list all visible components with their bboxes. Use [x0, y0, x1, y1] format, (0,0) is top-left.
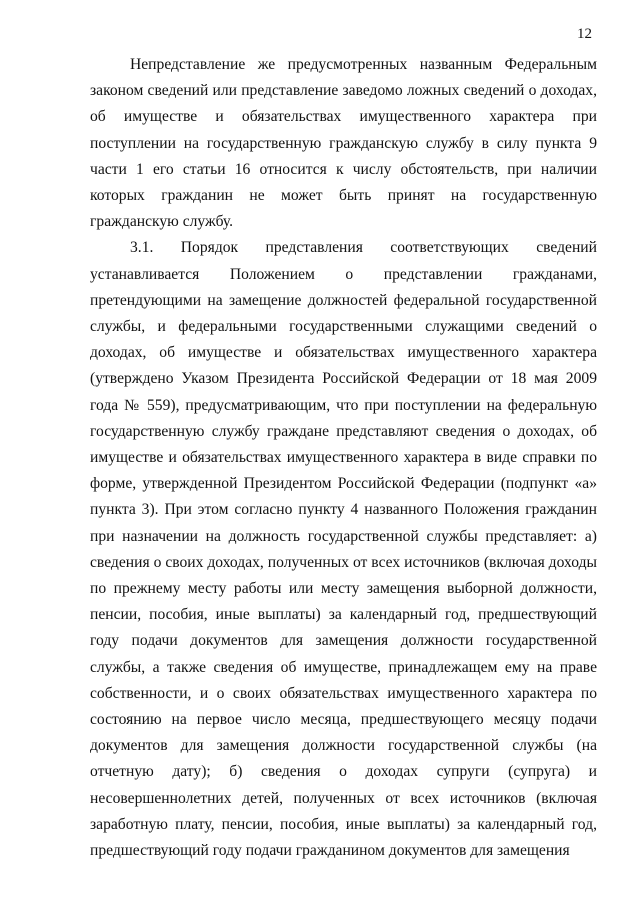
paragraph-3-1-procedure: 3.1. Порядок представления соответствующих сведений устанавливается Положением о представлении гражданами, претендующими на замещение должностей федеральной государственной службы, и федеральными государственными служащими сведений о доходах, об имуществе и обязательствах имущественного характера (утверждено Указом Президента Российской Федерации от 18 мая 2009 года № 559), предусматривающим, что при поступлении на федеральную государственную службу граждане представляют сведения о доходах, об имуществе и обязательствах имущественного характера в виде справки по форме, утвержденной Президентом Российской Федерации (подпункт «а» пункта 3). При этом согласно пункту 4 названного Положения гражданин при назначении на должность государственной службы представляет: а) сведения о своих доходах, полученных от всех источников (включая доходы по прежнему месту работы или месту замещения выборной должности, пенсии, пособия, иные выплаты) за календарный год, предшествующий году подачи документов для замещения должности государственной службы, а также сведения об имуществе, принадлежащем ему на праве собственности, и о своих обязательствах имущественного характера по состоянию на первое число месяца, предшествующего месяцу подачи документов для замещения должности государственной службы (на отчетную дату); б) сведения о доходах супруги (супруга) и несовершеннолетних детей, полученных от всех источников (включая заработную плату, пенсии, пособия, иные выплаты) за календарный год, предшествующий году подачи гражданином документов для замещения — [90, 239, 597, 860]
paragraph-nonsubmission: Непредставление же предусмотренных названным Федеральным законом сведений или представление заведомо ложных сведений о доходах, об имуществе и обязательствах имущественного характера при поступлении на государственную гражданскую службу в силу пункта 9 части 1 его статьи 16 относится к числу обстоятельств, при наличии которых гражданин не может быть принят на государственную гражданскую службу. — [90, 56, 597, 231]
page-number: 12 — [577, 26, 592, 42]
document-body — [90, 52, 597, 864]
